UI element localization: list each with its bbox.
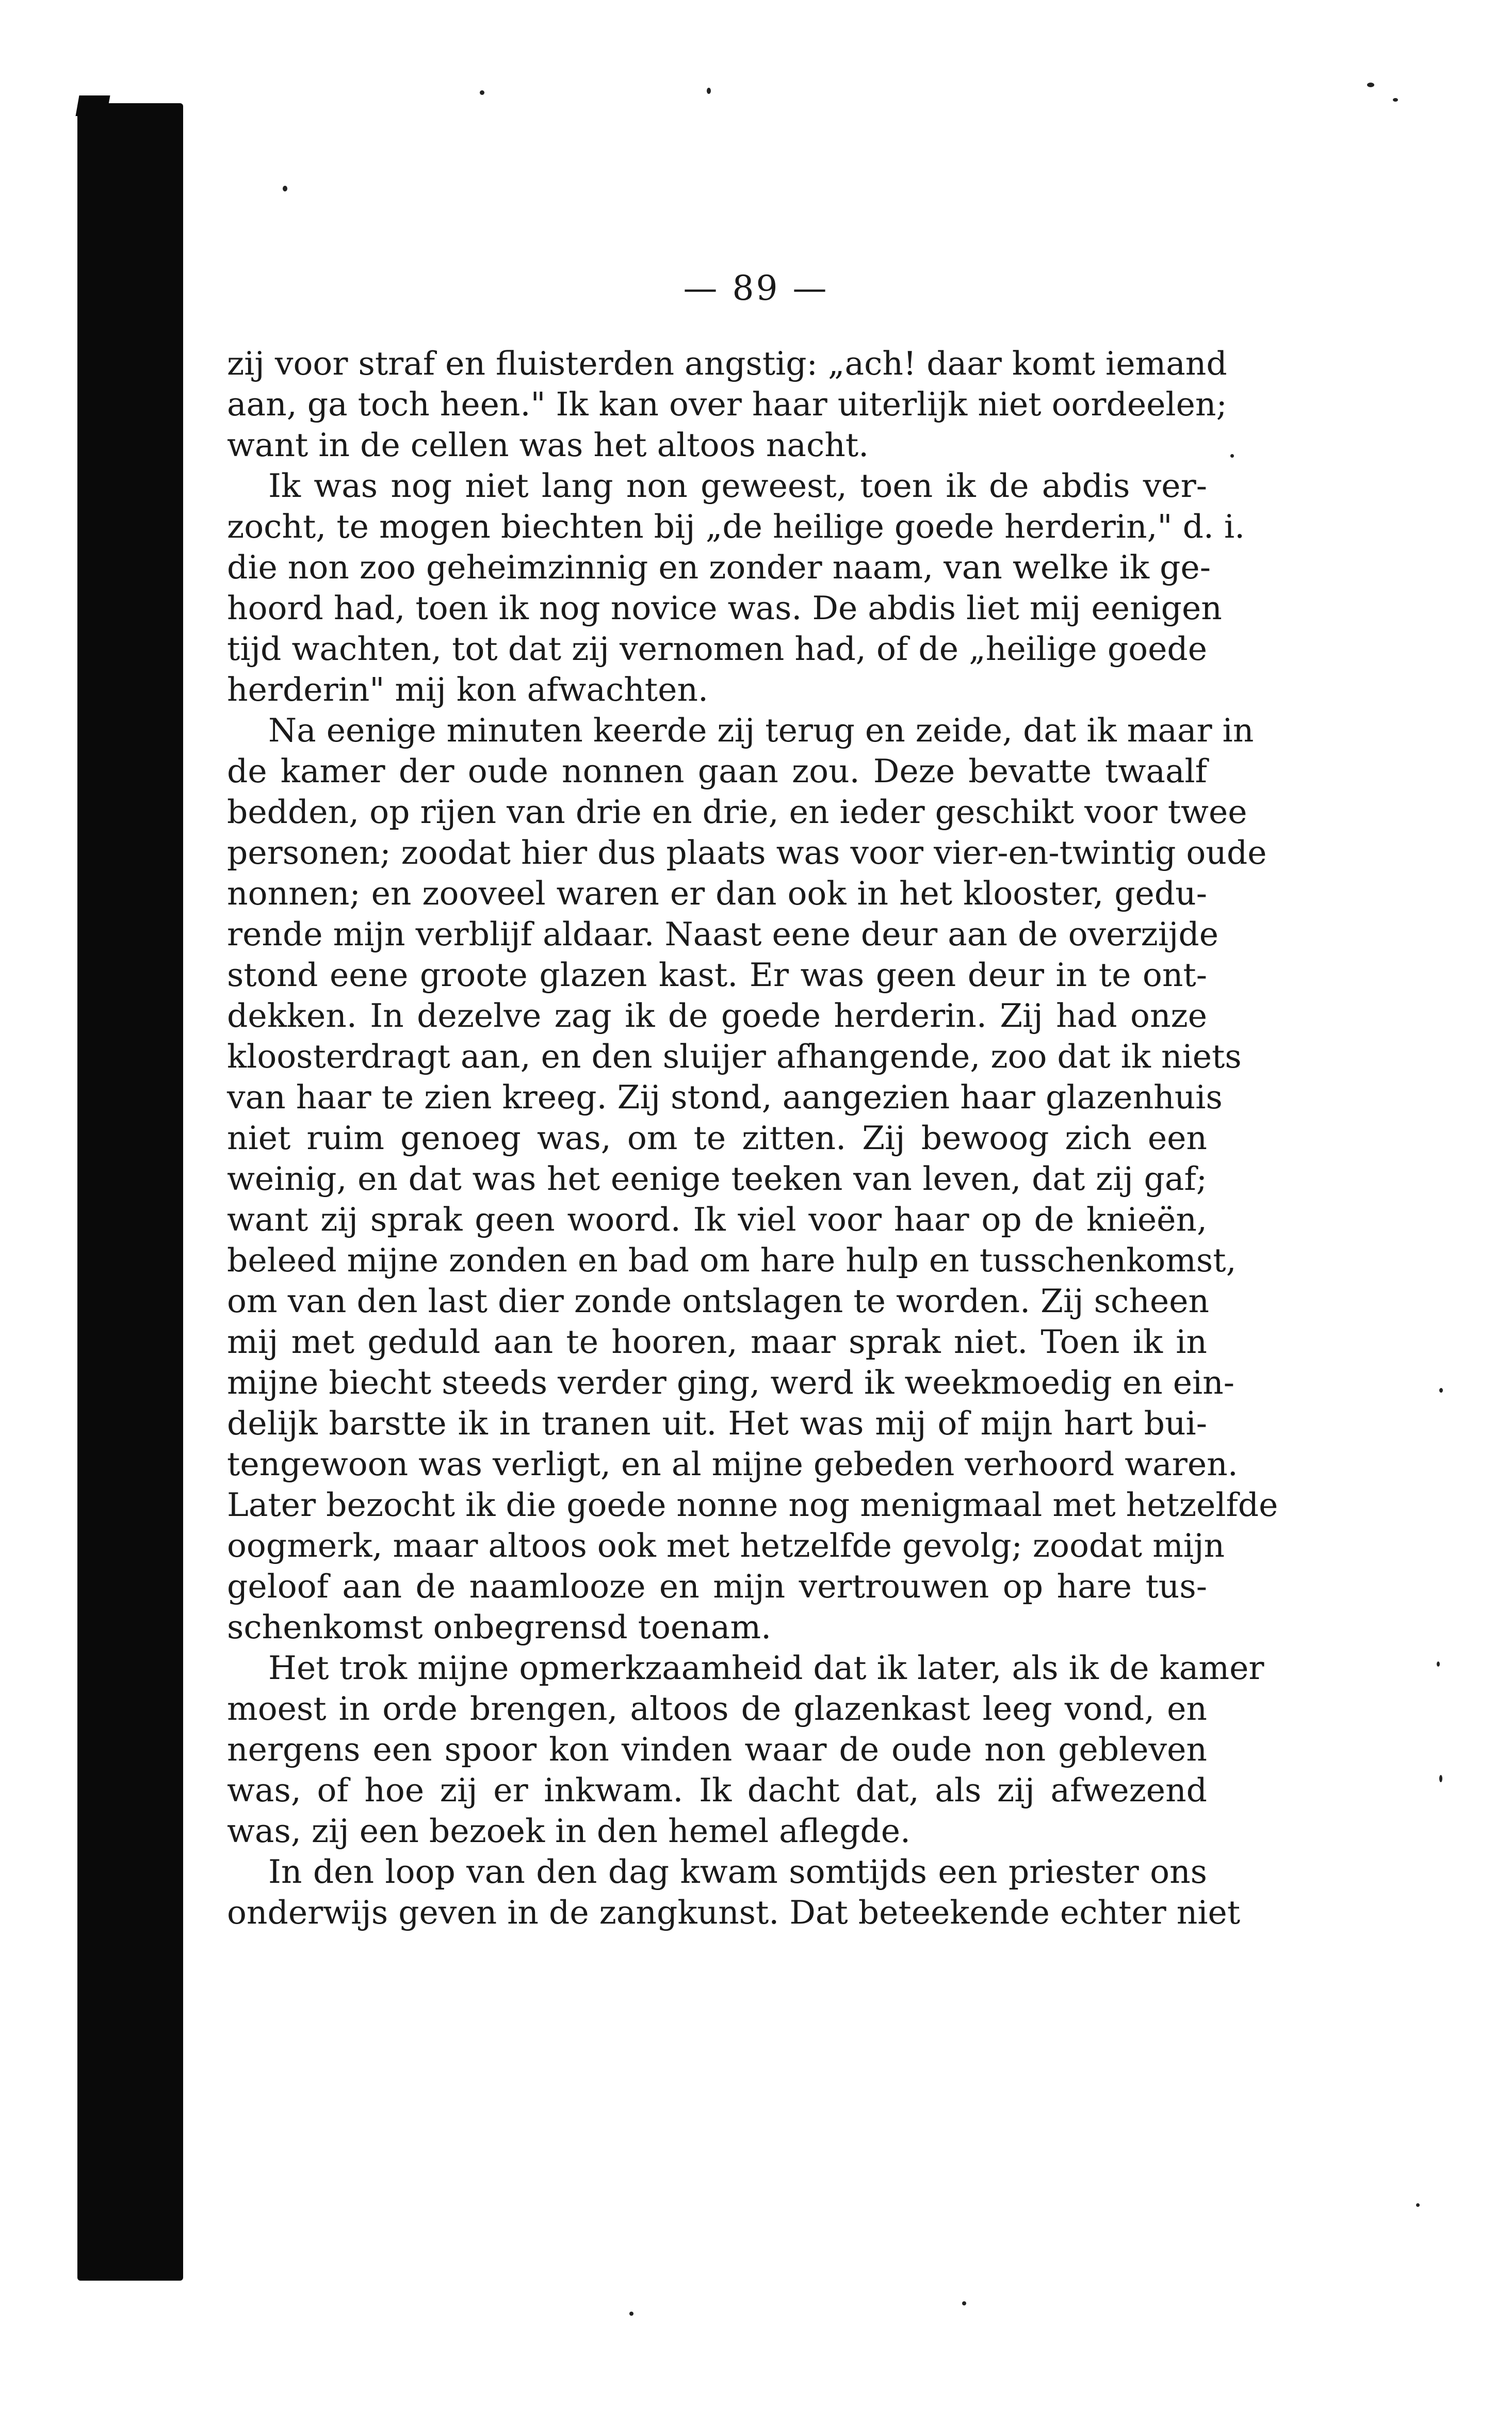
- text-line: weinig, en dat was het eenige teeken van leven, dat zij gaf;: [227, 1160, 1207, 1198]
- text-line: personen; zoodat hier dus plaats was voor vier-en-twintig oude: [227, 834, 1267, 871]
- ink-speck: [1416, 2203, 1420, 2207]
- ink-speck: [1439, 1388, 1443, 1393]
- text-line: Later bezocht ik die goede nonne nog menigmaal met hetzelfde: [227, 1486, 1278, 1524]
- text-line: moest in orde brengen, altoos de glazenkast leeg vond, en: [227, 1690, 1207, 1728]
- paragraph: [227, 1851, 1241, 1933]
- text-line: rende mijn verblijf aldaar. Naast eene deur aan de overzijde: [227, 915, 1218, 953]
- ink-speck: [1230, 454, 1234, 458]
- ink-speck: [1439, 1775, 1442, 1782]
- ink-speck: [1367, 83, 1374, 87]
- text-line: onderwijs geven in de zangkunst. Dat beteekende echter niet: [227, 1894, 1241, 1931]
- text-line: beleed mijne zonden en bad om hare hulp en tusschenkomst,: [227, 1241, 1237, 1279]
- text-line: nergens een spoor kon vinden waar de oude non gebleven: [227, 1731, 1207, 1768]
- text-line: Na eenige minuten keerde zij terug en zeide, dat ik maar in: [268, 712, 1254, 749]
- body-text: [227, 343, 1278, 1933]
- text-line: geloof aan de naamlooze en mijn vertrouwen op hare tus-: [227, 1568, 1207, 1605]
- paragraph: [227, 710, 1278, 1648]
- text-line: herderin" mij kon afwachten.: [227, 671, 709, 708]
- text-line: stond eene groote glazen kast. Er was geen deur in te ont-: [227, 956, 1207, 994]
- ink-speck: [1437, 1661, 1440, 1667]
- text-line: Ik was nog niet lang non geweest, toen ik de abdis ver-: [268, 467, 1207, 505]
- text-line: tijd wachten, tot dat zij vernomen had, of de „heilige goede: [227, 630, 1207, 668]
- ink-speck: [1393, 98, 1398, 102]
- text-line: schenkomst onbegrensd toenam.: [227, 1608, 772, 1646]
- text-line: aan, ga toch heen." Ik kan over haar uiterlijk niet oordeelen;: [227, 385, 1227, 423]
- text-line: die non zoo geheimzinnig en zonder naam, van welke ik ge-: [227, 548, 1211, 586]
- text-line: mij met geduld aan te hooren, maar sprak niet. Toen ik in: [227, 1323, 1207, 1361]
- text-line: om van den last dier zonde ontslagen te worden. Zij scheen: [227, 1282, 1209, 1320]
- text-line: tengewoon was verligt, en al mijne gebeden verhoord waren.: [227, 1445, 1238, 1483]
- text-line: want in de cellen was het altoos nacht.: [227, 426, 869, 464]
- ink-speck: [962, 2301, 966, 2305]
- ink-speck: [283, 186, 287, 191]
- text-line: dekken. In dezelve zag ik de goede herderin. Zij had onze: [227, 997, 1207, 1035]
- text-line: oogmerk, maar altoos ook met hetzelfde gevolg; zoodat mijn: [227, 1527, 1225, 1564]
- text-line: niet ruim genoeg was, om te zitten. Zij bewoog zich een: [227, 1119, 1207, 1157]
- text-line: bedden, op rijen van drie en drie, en ieder geschikt voor twee: [227, 793, 1247, 831]
- binding-shadow: [77, 103, 183, 2281]
- page-number: — 89 —: [683, 268, 829, 308]
- paragraph: [227, 343, 1227, 465]
- ink-speck: [629, 2312, 633, 2316]
- paragraph: [227, 1648, 1264, 1851]
- text-line: was, zij een bezoek in den hemel aflegde.: [227, 1812, 911, 1850]
- text-line: zij voor straf en fluisterden angstig: „ach! daar komt iemand: [227, 345, 1227, 382]
- text-line: Het trok mijne opmerkzaamheid dat ik later, als ik de kamer: [268, 1649, 1264, 1687]
- text-line: hoord had, toen ik nog novice was. De abdis liet mij eenigen: [227, 589, 1222, 627]
- text-line: kloosterdragt aan, en den sluijer afhangende, zoo dat ik niets: [227, 1038, 1242, 1075]
- text-line: nonnen; en zooveel waren er dan ook in het klooster, gedu-: [227, 875, 1207, 912]
- text-line: delijk barstte ik in tranen uit. Het was mij of mijn hart bui-: [227, 1405, 1207, 1442]
- text-line: In den loop van den dag kwam somtijds een priester ons: [268, 1853, 1207, 1891]
- text-line: want zij sprak geen woord. Ik viel voor haar op de knieën,: [227, 1201, 1207, 1238]
- text-line: van haar te zien kreeg. Zij stond, aangezien haar glazenhuis: [227, 1078, 1223, 1116]
- ink-speck: [480, 90, 484, 95]
- text-line: de kamer der oude nonnen gaan zou. Deze bevatte twaalf: [227, 752, 1207, 790]
- text-line: zocht, te mogen biechten bij „de heilige goede herderin," d. i.: [227, 508, 1245, 545]
- text-line: was, of hoe zij er inkwam. Ik dacht dat, als zij afwezend: [227, 1771, 1207, 1809]
- ink-speck: [707, 88, 711, 94]
- paragraph: [227, 465, 1245, 710]
- text-line: mijne biecht steeds verder ging, werd ik weekmoedig en ein-: [227, 1364, 1234, 1401]
